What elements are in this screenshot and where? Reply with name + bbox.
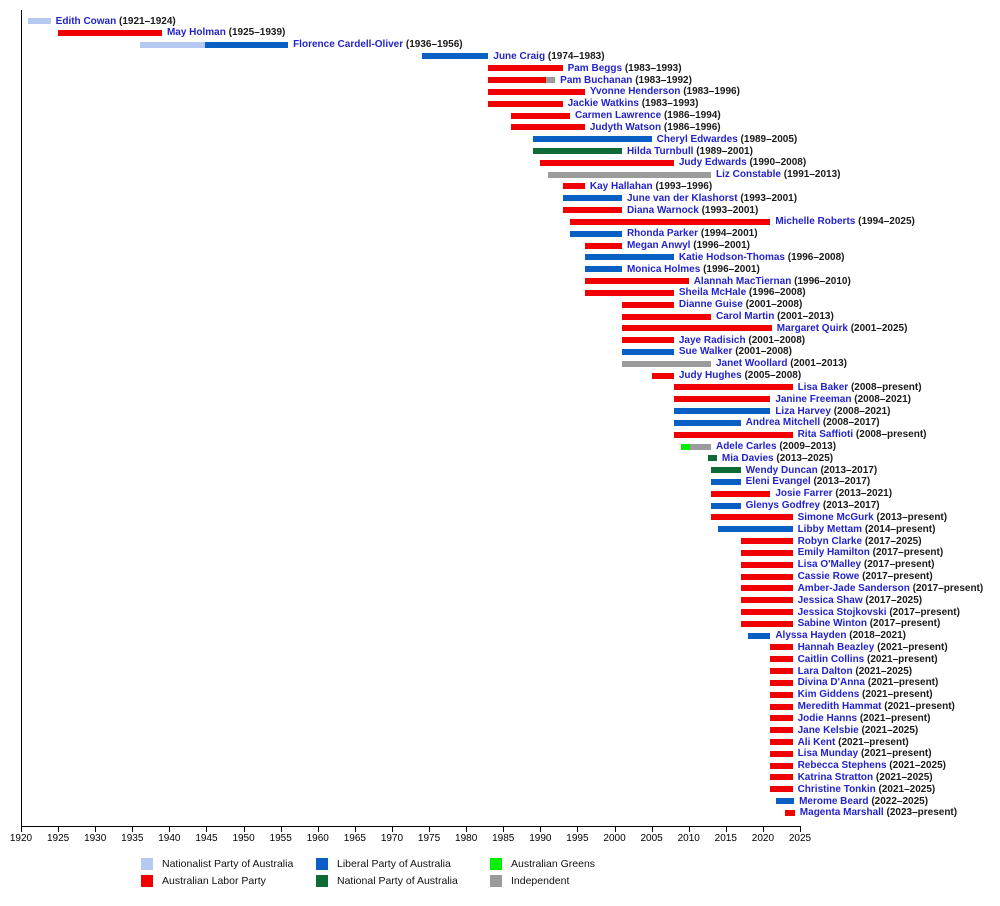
party-bar	[770, 704, 792, 710]
member-years: (2001–2025)	[850, 322, 908, 334]
party-bar	[711, 467, 741, 473]
member-name-link[interactable]: Robyn Clarke	[797, 535, 863, 547]
party-bar	[533, 136, 652, 142]
member-name-link[interactable]: Katrina Stratton	[797, 771, 874, 783]
party-bar	[28, 18, 50, 24]
member-years: (2008–2021)	[854, 393, 911, 405]
party-bar	[652, 373, 674, 379]
party-bar	[770, 751, 792, 757]
member-label	[716, 168, 841, 181]
member-name-link[interactable]: Michelle Roberts	[775, 216, 856, 228]
tick-label: 1965	[343, 833, 366, 844]
party-bar	[585, 254, 674, 260]
member-name-link[interactable]: Liza Harvey	[775, 405, 831, 417]
member-years: (1974–1983)	[547, 50, 605, 62]
tick-label: 1960	[306, 833, 329, 844]
member-name-link[interactable]: Hannah Beazley	[797, 641, 875, 653]
tick-mark	[132, 826, 133, 832]
party-bar	[58, 30, 162, 36]
member-years: (1983–1993)	[641, 98, 699, 110]
tick-mark	[206, 826, 207, 832]
member-years: (1936–1956)	[405, 39, 463, 51]
member-name-link[interactable]: Jessica Shaw	[797, 594, 863, 606]
member-years: (2021–present)	[867, 677, 939, 689]
party-bar	[488, 77, 545, 83]
member-name-link[interactable]: Caitlin Collins	[797, 653, 865, 665]
member-years: (2008–present)	[855, 429, 927, 441]
party-bar	[674, 408, 770, 414]
legend-label: Australian Labor Party	[162, 875, 266, 887]
member-name-link[interactable]: Jessica Stojkovski	[797, 606, 887, 618]
tick-label: 2000	[603, 833, 626, 844]
member-name-link[interactable]: Sheila McHale	[678, 287, 747, 299]
party-bar	[770, 763, 792, 769]
member-name-link[interactable]: Yvonne Henderson	[589, 86, 681, 98]
party-bar	[741, 585, 793, 591]
party-bar	[488, 65, 562, 71]
tick-mark	[540, 826, 541, 832]
member-years: (1991–2013)	[783, 169, 841, 181]
member-years: (1996–2008)	[748, 287, 806, 299]
member-label	[627, 204, 758, 217]
member-years: (2001–2008)	[748, 334, 806, 346]
party-bar	[681, 444, 690, 450]
member-name-link[interactable]: Eleni Evangel	[745, 476, 811, 488]
party-bar	[674, 396, 770, 402]
tick-mark	[281, 826, 282, 832]
member-years: (2021–present)	[884, 701, 955, 713]
member-years: (1993–2001)	[701, 204, 759, 216]
party-bar	[690, 444, 711, 450]
party-bar	[770, 692, 792, 698]
member-name-link[interactable]: Rita Saffioti	[797, 429, 854, 441]
tick-mark	[615, 826, 616, 832]
member-name-link[interactable]: Pam Beggs	[567, 62, 623, 74]
member-name-link[interactable]: Janine Freeman	[775, 393, 852, 405]
member-years: (1983–1992)	[635, 74, 692, 86]
member-years: (1996–2008)	[787, 251, 845, 263]
member-name-link[interactable]: Meredith Hammat	[797, 701, 882, 713]
member-years: (1989–2005)	[740, 133, 798, 145]
member-name-link[interactable]: Judyth Watson	[589, 121, 662, 133]
member-name-link[interactable]: Simone McGurk	[797, 511, 874, 523]
party-bar	[488, 101, 562, 107]
member-name-link[interactable]: Mia Davies	[721, 452, 774, 464]
member-years: (2008–2021)	[833, 405, 891, 417]
member-years: (1996–2001)	[703, 263, 760, 275]
member-name-link[interactable]: Rhonda Parker	[626, 228, 699, 240]
member-name-link[interactable]: Christine Tonkin	[797, 783, 876, 795]
party-bar	[770, 680, 792, 686]
member-name-link[interactable]: Jackie Watkins	[567, 98, 639, 110]
party-bar	[585, 266, 622, 272]
member-years: (1925–1939)	[228, 27, 286, 39]
member-years: (2022–2025)	[871, 795, 929, 807]
member-years: (1994–2001)	[700, 228, 758, 240]
member-years: (2013–2021)	[835, 488, 893, 500]
member-years: (2017–present)	[863, 559, 935, 571]
member-name-link[interactable]: Divina D'Anna	[797, 677, 865, 689]
member-name-link[interactable]: Magenta Marshall	[799, 807, 884, 819]
tick-mark	[392, 826, 393, 832]
member-label	[775, 215, 915, 228]
member-years: (2021–present)	[867, 653, 938, 665]
member-years: (1996–2001)	[693, 240, 750, 252]
party-bar	[511, 113, 570, 119]
party-bar	[548, 172, 711, 178]
party-bar	[674, 420, 741, 426]
member-years: (2013–2017)	[820, 464, 878, 476]
member-name-link[interactable]: Emily Hamilton	[797, 547, 870, 559]
member-name-link[interactable]: Edith Cowan	[55, 15, 117, 27]
legend-swatch	[141, 875, 153, 887]
tick-label: 1995	[566, 833, 589, 844]
member-years: (2017–2025)	[865, 594, 923, 606]
legend-swatch	[316, 875, 328, 887]
tick-label: 1955	[269, 833, 292, 844]
tick-label: 2005	[640, 833, 663, 844]
party-bar	[748, 633, 770, 639]
member-years: (2008–present)	[850, 381, 922, 393]
party-bar	[622, 314, 711, 320]
tick-mark	[244, 826, 245, 832]
member-label	[293, 38, 463, 51]
tick-label: 2020	[751, 833, 775, 844]
party-bar	[585, 243, 622, 249]
party-bar	[140, 42, 205, 48]
y-axis-line	[21, 10, 22, 826]
member-name-link[interactable]: Florence Cardell-Oliver	[293, 39, 404, 51]
tick-label: 1970	[380, 833, 404, 844]
member-years: (1989–2001)	[696, 145, 753, 157]
party-bar	[741, 562, 793, 568]
legend-label: Nationalist Party of Australia	[162, 858, 294, 870]
legend-swatch	[490, 875, 502, 887]
party-bar	[674, 432, 793, 438]
member-name-link[interactable]: Ali Kent	[797, 736, 836, 748]
member-name-link[interactable]: Lisa O'Malley	[797, 559, 862, 571]
legend-swatch	[141, 858, 153, 870]
tick-label: 1930	[84, 833, 107, 844]
party-bar	[776, 798, 795, 804]
member-label	[679, 369, 801, 382]
member-years: (2017–present)	[872, 547, 944, 559]
party-bar	[585, 278, 689, 284]
party-bar	[741, 609, 793, 615]
member-name-link[interactable]: Wendy Duncan	[745, 464, 818, 476]
tick-mark	[503, 826, 504, 832]
member-name-link[interactable]: Pam Buchanan	[560, 74, 633, 86]
tick-label: 1935	[121, 833, 144, 844]
member-years: (2001–2008)	[735, 346, 792, 358]
member-years: (2001–2008)	[745, 299, 803, 311]
member-name-link[interactable]: June Craig	[493, 50, 546, 62]
member-years: (2009–2013)	[779, 441, 837, 453]
member-years: (2021–2025)	[878, 783, 936, 795]
member-years: (2021–2025)	[889, 760, 947, 772]
party-bar	[741, 597, 793, 603]
member-name-link[interactable]: Merome Beard	[799, 795, 869, 807]
party-bar	[770, 644, 792, 650]
x-axis-line	[21, 826, 801, 827]
member-years: (2013–2025)	[776, 452, 834, 464]
member-name-link[interactable]: Amber-Jade Sanderson	[797, 582, 910, 594]
party-bar	[563, 183, 585, 189]
legend-label: National Party of Australia	[337, 875, 458, 887]
member-years: (1921–1924)	[119, 15, 176, 27]
party-bar	[622, 325, 772, 331]
tick-label: 1985	[492, 833, 515, 844]
member-years: (2017–present)	[862, 571, 933, 583]
member-name-link[interactable]: Cheryl Edwardes	[656, 133, 738, 145]
party-bar	[770, 774, 792, 780]
member-name-link[interactable]: Kay Hallahan	[589, 180, 653, 192]
member-label	[800, 806, 957, 819]
member-years: (1986–1996)	[663, 121, 721, 133]
member-years: (1990–2008)	[749, 157, 807, 169]
party-bar	[585, 290, 674, 296]
member-years: (2021–2025)	[875, 771, 933, 783]
party-bar	[711, 514, 793, 520]
legend-label: Independent	[511, 875, 570, 887]
member-years: (2021–present)	[860, 748, 932, 760]
member-name-link[interactable]: Alannah MacTiernan	[693, 275, 792, 287]
member-name-link[interactable]: Liz Constable	[715, 169, 781, 181]
member-name-link[interactable]: Dianne Guise	[678, 299, 743, 311]
party-bar	[770, 668, 792, 674]
party-bar	[622, 337, 674, 343]
member-years: (2005–2008)	[744, 370, 802, 382]
tick-mark	[318, 826, 319, 832]
member-years: (2021–present)	[838, 736, 909, 748]
member-name-link[interactable]: Janet Woollard	[715, 358, 788, 370]
member-years: (1996–2010)	[794, 275, 851, 287]
member-name-link[interactable]: Sabine Winton	[797, 618, 867, 630]
legend-label: Australian Greens	[511, 858, 596, 870]
member-years: (1986–1994)	[663, 110, 721, 122]
member-name-link[interactable]: June van der Klashorst	[626, 192, 738, 204]
party-bar	[674, 384, 793, 390]
tick-label: 1980	[455, 833, 478, 844]
member-years: (2013–2017)	[822, 500, 880, 512]
party-bar	[741, 574, 793, 580]
member-label	[167, 26, 285, 39]
member-years: (2023–present)	[886, 807, 958, 819]
tick-label: 2010	[677, 833, 700, 844]
tick-mark	[21, 826, 22, 832]
member-years: (1993–2001)	[740, 192, 798, 204]
member-name-link[interactable]: Margaret Quirk	[776, 322, 848, 334]
member-name-link[interactable]: May Holman	[166, 27, 226, 39]
tick-mark	[95, 826, 96, 832]
party-bar	[741, 550, 793, 556]
member-name-link[interactable]: Sue Walker	[678, 346, 733, 358]
tick-label: 1950	[232, 833, 255, 844]
party-bar	[563, 195, 622, 201]
party-bar	[570, 219, 770, 225]
party-bar	[770, 727, 792, 733]
party-bar	[540, 160, 674, 166]
member-name-link[interactable]: Carmen Lawrence	[575, 110, 662, 122]
member-years: (2017–present)	[912, 582, 984, 594]
member-years: (2013–2017)	[813, 476, 871, 488]
tick-label: 1940	[158, 833, 181, 844]
member-years: (2017–present)	[869, 618, 941, 630]
party-bar	[711, 491, 770, 497]
member-years: (2014–present)	[864, 523, 936, 535]
member-years: (2021–present)	[862, 689, 933, 701]
member-name-link[interactable]: Kim Giddens	[797, 689, 860, 701]
member-name-link[interactable]: Jodie Hanns	[797, 712, 858, 724]
party-bar	[622, 302, 674, 308]
tick-label: 1920	[9, 833, 33, 844]
member-name-link[interactable]: Diana Warnock	[626, 204, 699, 216]
party-bar	[718, 526, 792, 532]
member-name-link[interactable]: Megan Anwyl	[626, 240, 691, 252]
party-bar	[785, 810, 795, 816]
party-bar	[563, 207, 622, 213]
party-bar	[488, 89, 584, 95]
member-name-link[interactable]: Judy Hughes	[678, 370, 742, 382]
member-years: (2017–2025)	[864, 535, 922, 547]
party-bar	[570, 231, 622, 237]
tick-mark	[169, 826, 170, 832]
tick-label: 2025	[788, 833, 812, 844]
member-name-link[interactable]: Lara Dalton	[797, 665, 853, 677]
tick-mark	[800, 826, 801, 832]
member-label	[56, 15, 176, 28]
party-bar	[511, 124, 585, 130]
member-name-link[interactable]: Lisa Baker	[797, 381, 849, 393]
member-name-link[interactable]: Andrea Mitchell	[745, 417, 821, 429]
member-years: (2001–2013)	[777, 311, 834, 322]
member-name-link[interactable]: Carol Martin	[715, 311, 775, 322]
party-bar	[708, 455, 717, 461]
party-bar	[205, 42, 288, 48]
tick-mark	[689, 826, 690, 832]
tick-mark	[466, 826, 467, 832]
party-bar	[546, 77, 556, 83]
member-years: (2017–present)	[889, 606, 960, 618]
tick-label: 1990	[529, 833, 552, 844]
member-name-link[interactable]: Glenys Godfrey	[745, 500, 821, 512]
tick-mark	[429, 826, 430, 832]
member-years: (1983–1993)	[624, 62, 682, 74]
member-years: (1993–1996)	[655, 180, 713, 192]
member-years: (2008–2017)	[822, 417, 880, 429]
member-name-link[interactable]: Cassie Rowe	[797, 571, 860, 583]
member-name-link[interactable]: Katie Hodson-Thomas	[678, 251, 785, 263]
member-name-link[interactable]: Alyssa Hayden	[775, 630, 847, 642]
party-bar	[770, 739, 792, 745]
legend-swatch	[316, 858, 328, 870]
member-years: (1983–1996)	[683, 86, 740, 98]
tick-mark	[652, 826, 653, 832]
tick-label: 1945	[195, 833, 218, 844]
tick-label: 1975	[417, 833, 441, 844]
tick-mark	[726, 826, 727, 832]
party-bar	[622, 361, 711, 367]
party-bar	[741, 621, 793, 627]
member-years: (2021–2025)	[855, 665, 913, 677]
tick-label: 2015	[714, 833, 737, 844]
legend-swatch	[490, 858, 502, 870]
member-years: (2021–2025)	[861, 724, 919, 736]
member-years: (2018–2021)	[849, 630, 906, 642]
tick-mark	[355, 826, 356, 832]
legend-label: Liberal Party of Australia	[337, 858, 451, 870]
party-bar	[533, 148, 622, 154]
tick-mark	[58, 826, 59, 832]
party-bar	[741, 538, 793, 544]
party-bar	[770, 656, 792, 662]
party-bar	[711, 479, 741, 485]
member-name-link[interactable]: Judy Edwards	[678, 157, 747, 169]
party-bar	[422, 53, 489, 59]
party-bar	[711, 503, 741, 509]
member-name-link[interactable]: Adele Carles	[715, 441, 777, 453]
member-years: (1994–2025)	[858, 216, 915, 228]
member-name-link[interactable]: Jaye Radisich	[678, 334, 746, 346]
member-name-link[interactable]: Hilda Turnbull	[626, 145, 694, 157]
tick-label: 1925	[46, 833, 70, 844]
party-bar	[770, 786, 792, 792]
member-name-link[interactable]: Jane Kelsbie	[797, 724, 859, 736]
member-name-link[interactable]: Libby Mettam	[797, 523, 863, 535]
member-name-link[interactable]: Rebecca Stephens	[797, 760, 887, 772]
member-name-link[interactable]: Monica Holmes	[626, 263, 701, 275]
tick-mark	[577, 826, 578, 832]
tick-mark	[763, 826, 764, 832]
member-name-link[interactable]: Josie Farrer	[775, 488, 833, 500]
member-name-link[interactable]: Lisa Munday	[797, 748, 859, 760]
party-bar	[622, 349, 674, 355]
member-years: (2001–2013)	[790, 358, 847, 370]
member-years: (2021–present)	[859, 712, 931, 724]
member-years: (2013–present)	[876, 511, 948, 523]
member-years: (2021–present)	[877, 641, 948, 653]
party-bar	[770, 715, 792, 721]
